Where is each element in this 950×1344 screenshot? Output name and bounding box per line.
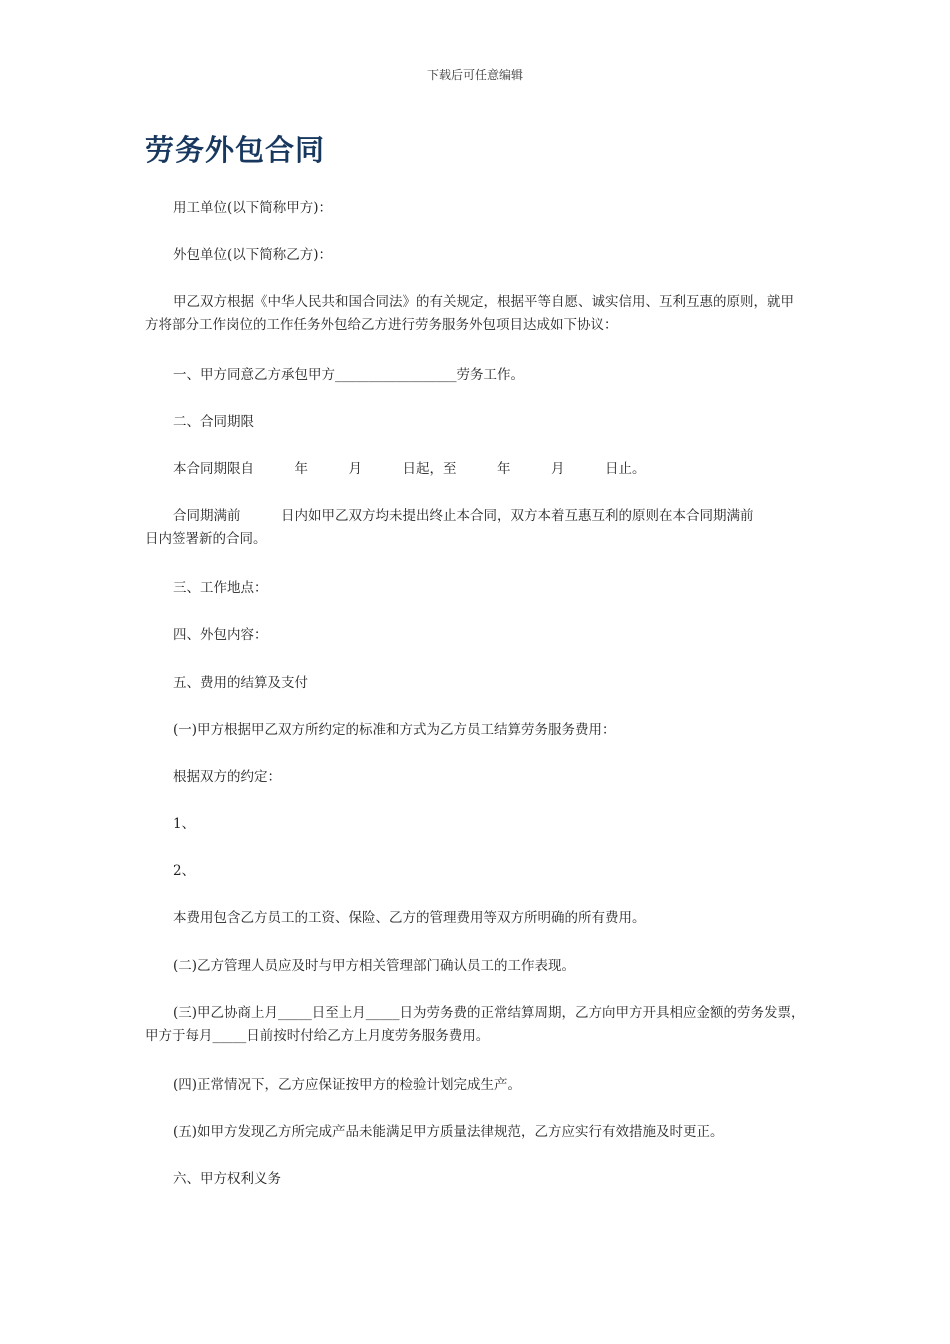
contract-term: 本合同期限自 年 月 日起，至 年 月 日止。 [173, 461, 646, 477]
clause-3-work-location: 三、工作地点： [173, 580, 268, 596]
clause-4-outsourcing-content: 四、外包内容： [173, 627, 268, 643]
document-title: 劳务外包合同 [145, 133, 326, 167]
clause-2-heading: 二、合同期限 [173, 414, 254, 430]
fee-inclusion: 本费用包含乙方员工的工资、保险、乙方的管理费用等双方所明确的所有费用。 [173, 910, 646, 926]
paragraph-employer: 用工单位(以下简称甲方)： [173, 200, 333, 216]
clause-6-heading: 六、甲方权利义务 [173, 1171, 281, 1187]
clause-5-heading: 五、费用的结算及支付 [173, 675, 308, 691]
paragraph-contractor: 外包单位(以下简称乙方)： [173, 247, 333, 263]
header-note: 下载后可任意编辑 [426, 68, 523, 82]
clause-5-5: (五)如甲方发现乙方所完成产品未能满足甲方质量法律规范，乙方应实行有效措施及时更正。 [173, 1124, 724, 1140]
renewal-clause: 合同期满前 日内如甲乙双方均未提出终止本合同，双方本着互惠互利的原则在本合同期满前 日内签署新的合同。 [145, 508, 794, 547]
list-item-1: 1、 [173, 816, 196, 832]
list-item-2: 2、 [173, 863, 196, 879]
clause-5-1: (一)甲方根据甲乙双方所约定的标准和方式为乙方员工结算劳务服务费用： [173, 722, 616, 738]
clause-1: 一、甲方同意乙方承包甲方__________________劳务工作。 [173, 367, 524, 383]
paragraph-preamble: 甲乙双方根据《中华人民共和国合同法》的有关规定，根据平等自愿、诚实信用、互利互惠的原则，就甲方将部分工作岗位的工作任务外包给乙方进行劳务服务外包项目达成如下协议： [145, 294, 794, 333]
clause-5-4: (四)正常情况下，乙方应保证按甲方的检验计划完成生产。 [173, 1077, 522, 1093]
agreement-intro: 根据双方的约定： [173, 769, 281, 785]
clause-5-2: (二)乙方管理人员应及时与甲方相关管理部门确认员工的工作表现。 [173, 958, 576, 974]
clause-5-3: (三)甲乙协商上月_____日至上月_____日为劳务费的正常结算周期，乙方向甲方开具相应金额的劳务发票，甲方于每月_____日前按时付给乙方上月度劳务服务费用。 [145, 1005, 805, 1044]
